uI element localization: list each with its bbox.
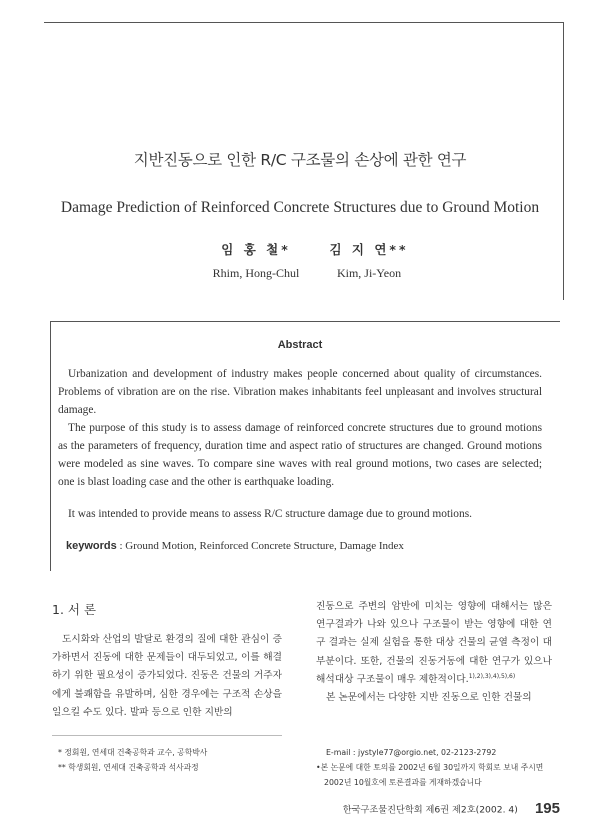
keywords-text: : Ground Motion, Reinforced Concrete Structure, Damage Index	[116, 540, 404, 552]
footnote-divider	[52, 735, 282, 736]
page-footer	[343, 798, 560, 817]
author-1	[196, 240, 316, 281]
citation-refs: 1),2),3),4),5),6)	[468, 672, 516, 680]
body-right-column	[316, 598, 552, 707]
body-right-paragraph-2: 본 논문에서는 다양한 지반 진동으로 인한 건물의	[326, 692, 532, 704]
body-right-paragraph-1-text: 진동으로 주변의 암반에 미치는 영향에 대해서는 많은 연구결과가 나와 있으나 구조물이 받는 영향에 대한 연구 결과는 실제 실험을 통한 대상 건물의 균열 측정이 대부분이다. 또한, 건물의 진동거동에 대한 연구가 있으나 해석대상 구조물이 매우 제한적이다.	[316, 601, 552, 685]
author-1-name-english: Rhim, Hong-Chul	[212, 266, 300, 280]
abstract-paragraph-3: It was intended to provide means to assess R/C structure damage due to ground motions.	[68, 508, 472, 520]
author-2-name-english: Kim, Ji-Yeon	[336, 266, 402, 280]
author-affiliations	[58, 745, 207, 775]
affiliation-1: * 정회원, 연세대 건축공학과 교수, 공학박사	[58, 748, 208, 757]
abstract-heading: Abstract	[277, 339, 323, 351]
body-left-column: 도시화와 산업의 발달로 환경의 질에 대한 관심이 증가하면서 진동에 대한 문제들이 대두되었고, 이를 해결하기 위한 필요성이 증가되었다. 진동은 건물의 거주자에게 불쾌함을 유발하며, 심한 경우에는 구조적 손상을 일으킬 수도 있다. 발파 등으로 인한 지반의	[52, 634, 282, 718]
keywords	[66, 540, 404, 552]
page-number: 195	[534, 800, 560, 817]
journal-citation: 한국구조물진단학회 제6권 제2호(2002. 4)	[342, 804, 518, 816]
abstract-paragraph-1: Urbanization and development of industry makes people concerned about quality of circumstances. Problems of vibration are on the rise. Vibration makes inhabitants feel unpleasant and involves structural damage.	[58, 368, 542, 416]
author-2	[314, 240, 424, 281]
discussion-note: •본 논문에 대한 토의를 2002년 6월 30일까지 학회로 보내 주시면 2002년 10월호에 토론결과를 게재하겠습니다	[316, 763, 544, 787]
paper-title-english: Damage Prediction of Reinforced Concrete Structures due to Ground Motion	[60, 199, 540, 216]
paper-title-korean: 지반진동으로 인한 R/C 구조물의 손상에 관한 연구	[133, 151, 467, 169]
abstract-paragraph-2: The purpose of this study is to assess damage of reinforced concrete structures due to ground motions as the parameters of frequency, duration time and aspect ratio of structures are changed. Ground motions were modeled as sine waves. To compare sine waves with real ground motions, two cases are selected; one is blast loading case and the other is earthquake loading.	[58, 422, 542, 488]
affiliation-2: ** 학생회원, 연세대 건축공학과 석사과정	[58, 763, 199, 772]
contact-email: E-mail : jystyle77@orgio.net, 02-2123-2792	[326, 748, 497, 757]
body-right-paragraph-1	[316, 598, 552, 689]
keywords-label: keywords	[66, 540, 117, 552]
author-2-name-korean: 김 지 연**	[329, 242, 409, 257]
section-title-introduction: 1. 서 론	[52, 602, 97, 617]
author-1-name-korean: 임 홍 철*	[221, 242, 291, 257]
contact-notes	[316, 745, 560, 790]
